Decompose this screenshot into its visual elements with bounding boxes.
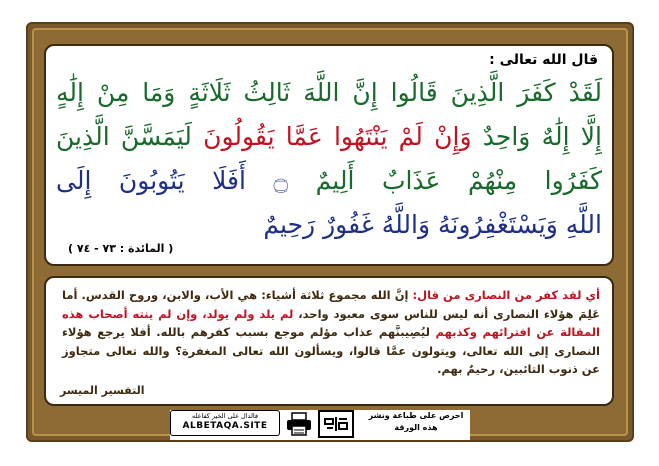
verse-line-4-text: اللَّهِ وَيَسْتَغْفِرُونَهُ وَاللَّهُ غَفُورٌ رَحِيمٌ	[263, 210, 602, 239]
footer-bar	[170, 410, 470, 440]
site-tagline: فالدال على الخير كفاعله	[191, 412, 259, 420]
tafsir-part-2-red: لم يلد ولم يولد، وإن لم ينته أصحاب هذه المقالة عن افترائهم وكذبهم	[62, 306, 600, 339]
verse-line-1-text: لَقَدْ كَفَرَ الَّذِينَ قَالُوا إِنَّ اللَّهَ ثَالِثُ ثَلَاثَةٍ وَمَا مِنْ إِلَٰهٍ	[56, 78, 602, 107]
verse-line-2-c: لَيَمَسَّنَّ الَّذِينَ	[56, 122, 192, 151]
tafsir-source: التفسير الميسر	[60, 384, 145, 397]
verse-line-2-a: إِلَّا إِلَٰهٌ وَاحِدٌ	[482, 122, 603, 151]
verse-line-3-b: ۝ أَفَلَا يَتُوبُونَ إِلَى	[56, 166, 289, 195]
verse-line-3-a: كَفَرُوا مِنْهُمْ عَذَابٌ أَلِيمٌ	[315, 166, 602, 195]
verse-panel	[44, 44, 614, 266]
verse-heading: قال الله تعالى :	[489, 52, 598, 68]
albetaqa-logo-icon	[323, 415, 349, 433]
tafsir-text	[62, 286, 600, 379]
verse-line-2	[56, 120, 602, 154]
printer-icon	[286, 412, 312, 436]
footer-slogan: احرص على طباعة ونشر هذه الورقة	[368, 411, 464, 432]
site-url[interactable]: ALBETAQA.SITE	[182, 421, 268, 431]
site-link[interactable]	[170, 410, 280, 436]
verse-line-1	[56, 76, 602, 110]
albetaqa-logo	[318, 410, 354, 438]
verse-line-4	[216, 208, 602, 242]
tafsir-panel	[44, 276, 614, 406]
tafsir-part-1-red: أي لقد كفر من النصارى من قال:	[412, 288, 600, 302]
tafsir-part-2: ليُصِيبنَّهم عذاب مؤلم موجع بسبب كفرهم بالله. أفلا يرجع هؤلاء النصارى إلى الله تعالى، ويتولون عمَّا قالوا، ويسألون الله تعالى المغفرة؟ والله تعالى متجاوز عن ذنوب التائبين، رحيمٌ بهم.	[62, 325, 600, 376]
verse-line-3	[56, 164, 602, 198]
verse-line-2-b: وَإِنْ لَمْ يَنْتَهُوا عَمَّا يَقُولُونَ	[203, 122, 472, 151]
verse-reference: ( المائدة : ٧٣ - ٧٤ )	[68, 242, 174, 255]
tafsir-part-1: إنَّ الله مجموع ثلاثة أشياء: هي الأب، والابن، وروح القدس. أما عَلِمَ هؤلاء النصارى أنه ليس للناس سوى معبود واحد،	[62, 288, 600, 321]
